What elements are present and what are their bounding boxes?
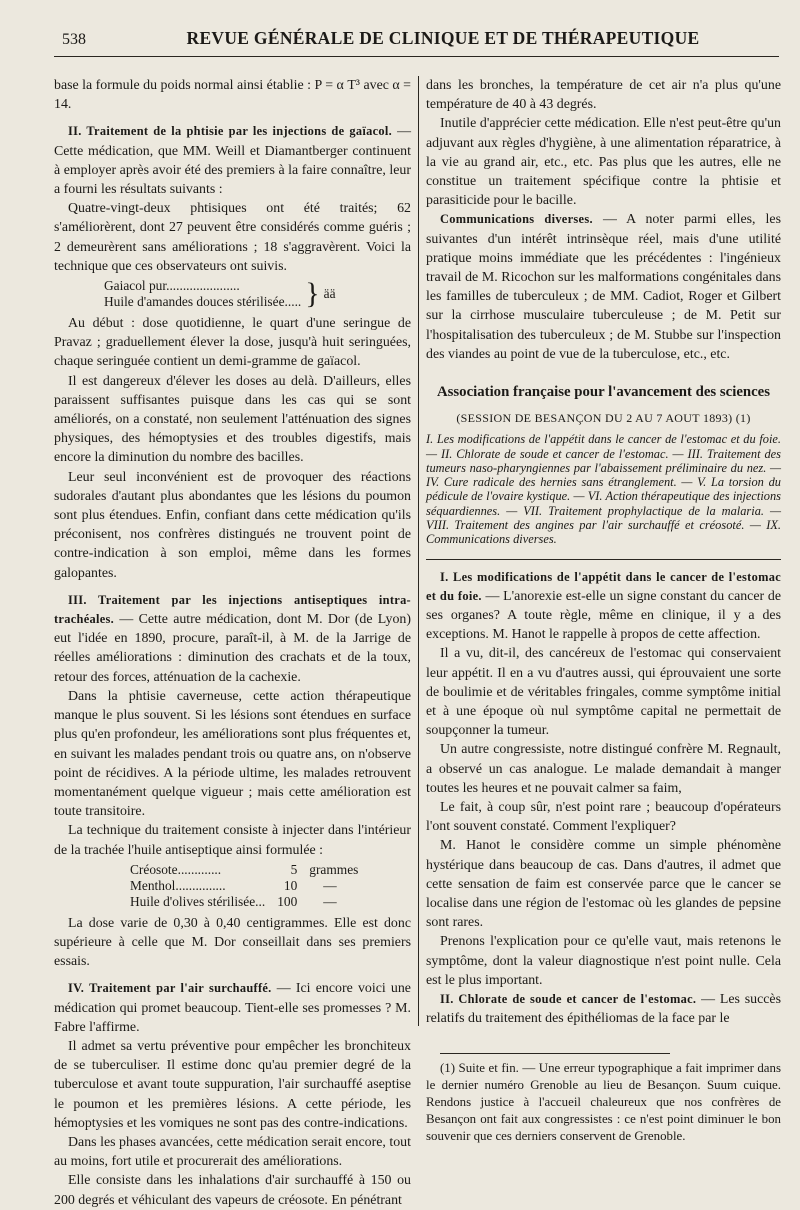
paragraph: Dans les phases avancées, cette médication serait encore, tout au moins, fort utile et procurerait des améliorations.	[54, 1134, 411, 1170]
formula-row	[130, 878, 362, 894]
formula-amount: ää	[323, 286, 336, 302]
paragraph: Le fait, à coup sûr, n'est point rare ; beaucoup d'opérateurs l'ont souvent constaté. Comment l'expliquer?	[426, 800, 781, 835]
section-heading: IV. Traitement par l'air surchauffé.	[68, 981, 272, 996]
formula-gaiacol	[104, 278, 340, 310]
formula-line: Huile d'amandes douces stérilisée.....	[104, 294, 302, 310]
section-heading: II. Chlorate de soude et cancer de l'estomac.	[440, 992, 697, 1007]
formula-creosote	[130, 862, 362, 910]
ingredient-name: Créosote.............	[130, 861, 222, 877]
section-ii-chlorate	[426, 990, 781, 1028]
section-i-appetit	[426, 568, 781, 645]
section-heading: I. Les modifications de l'appétit dans le cancer de l'estomac et du foie.	[426, 569, 781, 603]
paragraph: Quatre-vingt-deux phtisiques ont été traités; 62 s'améliorèrent, dont 27 peuvent être considérés comme guéris ; 2 demeurèrent sans améliorations ; 18 s'aggravèrent. Voici la technique que ces observateurs ont suivis.	[54, 201, 411, 274]
section-heading: II. Traitement de la phtisie par les injections de gaïacol.	[68, 124, 393, 139]
section-iii-injections	[54, 591, 411, 687]
paragraph: dans les bronches, la température de cet air n'a plus qu'une température de 40 à 43 degrés.	[426, 78, 781, 113]
paragraph-text: — L'anorexie est-elle un signe constant du cancer de ses organes? A toute règle, même en clinique, il y a des exceptions. M. Hanot le rappelle à propos de cette affection.	[426, 588, 781, 643]
summary-list: I. Les modifications de l'appétit dans le cancer de l'estomac et du foie. — II. Chlorate de soude et cancer de l'estomac. — III. Traitement des tumeurs naso-pharyngiennes par l'abaissement préliminaire du nez. — IV. Cure radicale des hernies sans étranglement. — V. La torsion du pédicule de l'ovaire kystique. — VI. Action thérapeutique des injections séquardiennes. — VII. Traitement prophylactique de la malaria. — VIII. Traitement des angines par l'air surchauffé et créosoté. — IX. Communications diverses.	[426, 432, 781, 547]
column-divider	[418, 76, 419, 1026]
header-rule	[54, 56, 779, 57]
separator	[426, 559, 781, 560]
communications-section	[426, 210, 781, 364]
paragraph: La dose varie de 0,30 à 0,40 centigrammes. Elle est donc supérieure à celle que M. Dor conseillait dans ses premiers essais.	[54, 915, 411, 970]
paragraph: La technique du traitement consiste à injecter dans l'intérieur de la trachée l'huile antiseptique ainsi formulée :	[54, 823, 411, 858]
formula-brace: }	[305, 277, 320, 311]
footnote-rule	[440, 1053, 670, 1054]
ingredient-name: Menthol...............	[130, 877, 226, 893]
association-title: Association française pour l'avancement des sciences	[436, 384, 771, 401]
ingredient-unit: grammes	[309, 861, 359, 877]
ingredient-unit: —	[323, 893, 337, 909]
formula-line: Gaiacol pur......................	[104, 278, 240, 294]
right-column	[426, 76, 781, 1145]
paragraph: Prenons l'explication pour ce qu'elle vaut, mais retenons le symptôme, dont la valeur diagnostique n'est point nulle. Cela est le plus important.	[426, 934, 781, 988]
section-ii-gaiacol	[54, 122, 411, 199]
paragraph: Inutile d'apprécier cette médication. Elle n'est peut-être qu'un adjuvant aux règles d'hygiène, à une alimentation réparatrice, à la vie au grand air, etc., etc. Pas plus que les autres, elle ne constitue un traitement spécifique contre la phtisie et parasiticide pour le bacille.	[426, 116, 781, 209]
section-iv-air	[54, 979, 411, 1037]
paragraph: M. Hanot le considère comme un simple phénomène hystérique dans beaucoup de cas. Dans d'autres, il admet que cette sensation de faim est conservée parce que le cancer se localise dans une région de l'estomac où les glandes de pepsine sont rares.	[426, 838, 781, 931]
running-header	[62, 28, 764, 52]
ingredient-qty: 100	[277, 893, 298, 909]
paragraph: Il admet sa vertu préventive pour empêcher les bronchiteux de se tuberculiser. Il estime donc qu'au premier degré de la tuberculose et avant toute suppuration, l'air surchauffé aseptise le poumon et les premières lésions. A cette période, les hémoptysies et les vomiques ne sont pas des contre-indications.	[54, 1038, 411, 1131]
ingredient-qty: 5	[290, 861, 298, 877]
formula-row	[130, 862, 362, 878]
paragraph: Au début : dose quotidienne, le quart d'une seringue de Pravaz ; graduellement élever la dose, jusqu'à huit seringuées, chaque seringuée contient un demi-gramme de gaïacol.	[54, 316, 411, 370]
paragraph-text: — Cette médication, que MM. Weill et Diamantberger continuent à employer après avoir été des premiers à la faire connaître, leur a fourni les résultats suivants :	[54, 124, 411, 198]
paragraph: Un autre congressiste, notre distingué confrère M. Regnault, a observé un cas analogue. Le malade demandait à manger toutes les heures et ne pouvait calmer sa faim,	[426, 742, 781, 796]
left-column	[54, 76, 411, 1210]
paragraph-text: — Cette autre médication, dont M. Dor (de Lyon) eut l'idée en 1890, procure, paraît-il, à M. de la Jarrige de réelles améliorations : diminution des crachats et de la toux, retour des forces, atténuation de la cachexie.	[54, 612, 411, 685]
paragraph-text: — Les succès relatifs du traitement des épithéliomas de la face par le	[426, 992, 781, 1027]
footnote: (1) Suite et fin. — Une erreur typographique a fait imprimer dans le dernier numéro Grenoble au lieu de Besançon. Suum cuique. Rendons justice à l'accueil chaleureux que nos confrères de Besançon ont fait aux congressistes : ce n'est point diminuer le bon souvenir que ces derniers conservent de Grenoble.	[426, 1060, 781, 1143]
paragraph: Il a vu, dit-il, des cancéreux de l'estomac qui conservaient leur appétit. Il en a vu d'autres aussi, qui éprouvaient une sorte de boulimie et de véritables fringales, comme symptôme initial et à une époque où nul symptôme capital ne permettait de soupçonner la tumeur.	[426, 646, 781, 739]
paragraph-text: — Ici encore voici une médication qui promet beaucoup. Tient-elle ses promesses ? M. Fabre l'affirme.	[54, 981, 411, 1035]
paragraph: Dans la phtisie caverneuse, cette action thérapeutique manque le plus souvent. Si les lésions sont étendues en surface plus qu'en profondeur, les améliorations sont plus fréquentes et, en suivant les malades pendant trois ou quatre ans, on n'observe point de récidives. A la période ultime, les malades retrouvent momentanément quelque vigueur ; mais cette amélioration est toute transitoire.	[54, 688, 411, 820]
paragraph-text: — A noter parmi elles, les suivantes d'un intérêt intrinsèque réel, mais d'une utilité pratique moins immédiate que les précédentes : l'ingénieux travail de M. Ricochon sur les malformations congénitales dans les familles de tuberculeux ; de MM. Cadiot, Roger et Gilbert sur la cirrhose musculaire tuberculeuse ; de M. Petit sur l'hospitalisation des tuberculeux ; de M. Stubbe sur l'inspection des viandes au point de vue de la tuberculose, etc., etc.	[426, 212, 781, 362]
section-heading: III. Traitement par les injections antiseptiques intra-trachéales.	[54, 592, 411, 627]
ingredient-qty: 10	[283, 877, 298, 893]
section-heading: Communications diverses.	[440, 212, 593, 227]
ingredient-unit: —	[323, 877, 337, 893]
formula-row	[130, 894, 362, 910]
paragraph: Leur seul inconvénient est de provoquer des réactions sudorales d'autant plus abondantes que les lésions du poumon sont plus étendues. Enfin, confiant dans cette médication qu'ils préconisent, nos confrères distingués ne trouvent point de contre-indication à son emploi, même dans les formes galopantes.	[54, 469, 411, 581]
session-subtitle: (SESSION DE BESANÇON DU 2 AU 7 AOUT 1893) (1)	[456, 411, 751, 426]
ingredient-name: Huile d'olives stérilisée...	[130, 893, 266, 909]
journal-title: REVUE GÉNÉRALE DE CLINIQUE ET DE THÉRAPEUTIQUE	[186, 28, 700, 48]
page-number: 538	[62, 31, 86, 48]
paragraph: base la formule du poids normal ainsi établie : P = α T³ avec α = 14.	[54, 78, 411, 113]
paragraph: Il est dangereux d'élever les doses au delà. D'ailleurs, elles paraissent suffisantes puisque dans les cas qui se sont améliorés, on a constaté, non seulement l'atténuation des signes physiques, des hémoptysies et des troubles digestifs, mais encore la diminution du nombre des bacilles.	[54, 373, 411, 466]
paragraph: Elle consiste dans les inhalations d'air surchauffé à 150 ou 200 degrés et véhiculant des vapeurs de créosote. En pénétrant	[54, 1173, 411, 1208]
